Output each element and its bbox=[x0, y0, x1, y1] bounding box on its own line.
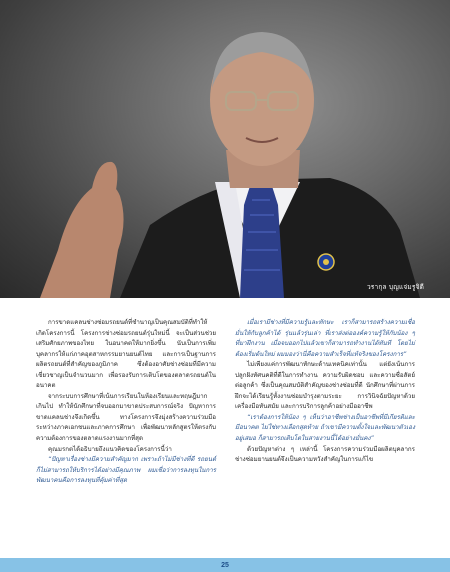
photo-credit: วรากุล บุญแจ่มรูจิตี bbox=[366, 283, 424, 291]
paragraph: จากระบบการศึกษาที่เน้นการเรียนในห้องเรียนและทฤษฎีมากเกินไป ทำให้นักศึกษาที่จบออกมาขาดประสบการณ์จริง ปัญหาการขาดแคลนช่างจึงเกิดขึ้น ทางโครงการจึงมุ่งสร้างความร่วมมือระหว่างภาคเอกชนและภาคการศึกษา เพื่อพัฒนาหลักสูตรให้ตรงกับความต้องการของตลาดแรงงานมากที่สุด bbox=[36, 392, 216, 443]
article-column-left bbox=[36, 318, 216, 487]
quote-paragraph: “ปัญหาเรื่องช่างมีความสำคัญมาก เพราะถ้าไม่มีช่างที่ดี รถยนต์ก็ไม่สามารถให้บริการได้อย่างมีคุณภาพ ผมเชื่อว่าการลงทุนในการพัฒนาคนคือการลงทุนที่คุ้มค่าที่สุด bbox=[36, 456, 216, 485]
paragraph: การขาดแคลนช่างซ่อมรถยนต์ที่ชำนาญเป็นคุณสมบัติที่ทำให้เกิดโครงการนี้ โครงการช่างซ่อมรถยนต์รุ่นใหม่นี้ จะเป็นส่วนช่วยเสริมศักยภาพของไทย ในอนาคตให้มากยิ่งขึ้น นับเป็นการเพิ่มบุคลากรให้แก่ภาคอุตสาหกรรมยานยนต์ไทย และการเป็นฐานการผลิตรถยนต์ที่สำคัญของภูมิภาค ซึ่งต้องอาศัยช่างซ่อมที่มีความเชี่ยวชาญเป็นจำนวนมาก เพื่อรองรับการเติบโตของตลาดรถยนต์ในอนาคต bbox=[36, 319, 216, 390]
page-number: 25 bbox=[221, 562, 229, 569]
article-column-right bbox=[235, 318, 415, 466]
paragraph: คุณมรกตได้อธิบายถึงแนวคิดของโครงการนี้ว่า bbox=[48, 445, 172, 453]
quote-paragraph: “เราต้องการให้น้อง ๆ เห็นว่าอาชีพช่างเป็นอาชีพที่มีเกียรติและมีอนาคต ไม่ใช่ทางเลือกสุดท้าย ถ้าเขามีความตั้งใจและพัฒนาตัวเองอยู่เสมอ ก็สามารถเติบโตในสายงานนี้ได้อย่างมั่นคง” bbox=[235, 413, 415, 443]
paragraph: ไม่เพียงแค่การพัฒนาทักษะด้านเทคนิคเท่านั้น แต่ยังเน้นการปลูกฝังทัศนคติที่ดีในการทำงาน ความรับผิดชอบ และความซื่อสัตย์ต่อลูกค้า ซึ่งเป็นคุณสมบัติสำคัญของช่างซ่อมที่ดี นักศึกษาที่ผ่านการฝึกจะได้เรียนรู้ทั้งงานซ่อมบำรุงตามระยะ การวินิจฉัยปัญหาด้วยเครื่องมือทันสมัย และการบริการลูกค้าอย่างมืออาชีพ bbox=[235, 361, 415, 411]
paragraph: ด้วยปัญหาต่าง ๆ เหล่านี้ โครงการความร่วมมือผลิตบุคลากรช่างซ่อมยานยนต์จึงเป็นความหวังสำคัญในการแก้ไข bbox=[235, 445, 415, 464]
quote-paragraph: เมื่อเรามีช่างที่มีความรู้และทักษะ เราก็สามารถสร้างความเชื่อมั่นให้กับลูกค้าได้ รุ่นแล้วรุ่นเล่า ที่เราส่งต่อองค์ความรู้ให้กับน้อง ๆ ที่มาฝึกงาน เมื่อจบออกไปแล้วเขาก็สามารถทำงานได้ทันที โดยไม่ต้องเริ่มต้นใหม่ ผมมองว่านี่คือความสำเร็จที่แท้จริงของโครงการ” bbox=[235, 319, 415, 358]
